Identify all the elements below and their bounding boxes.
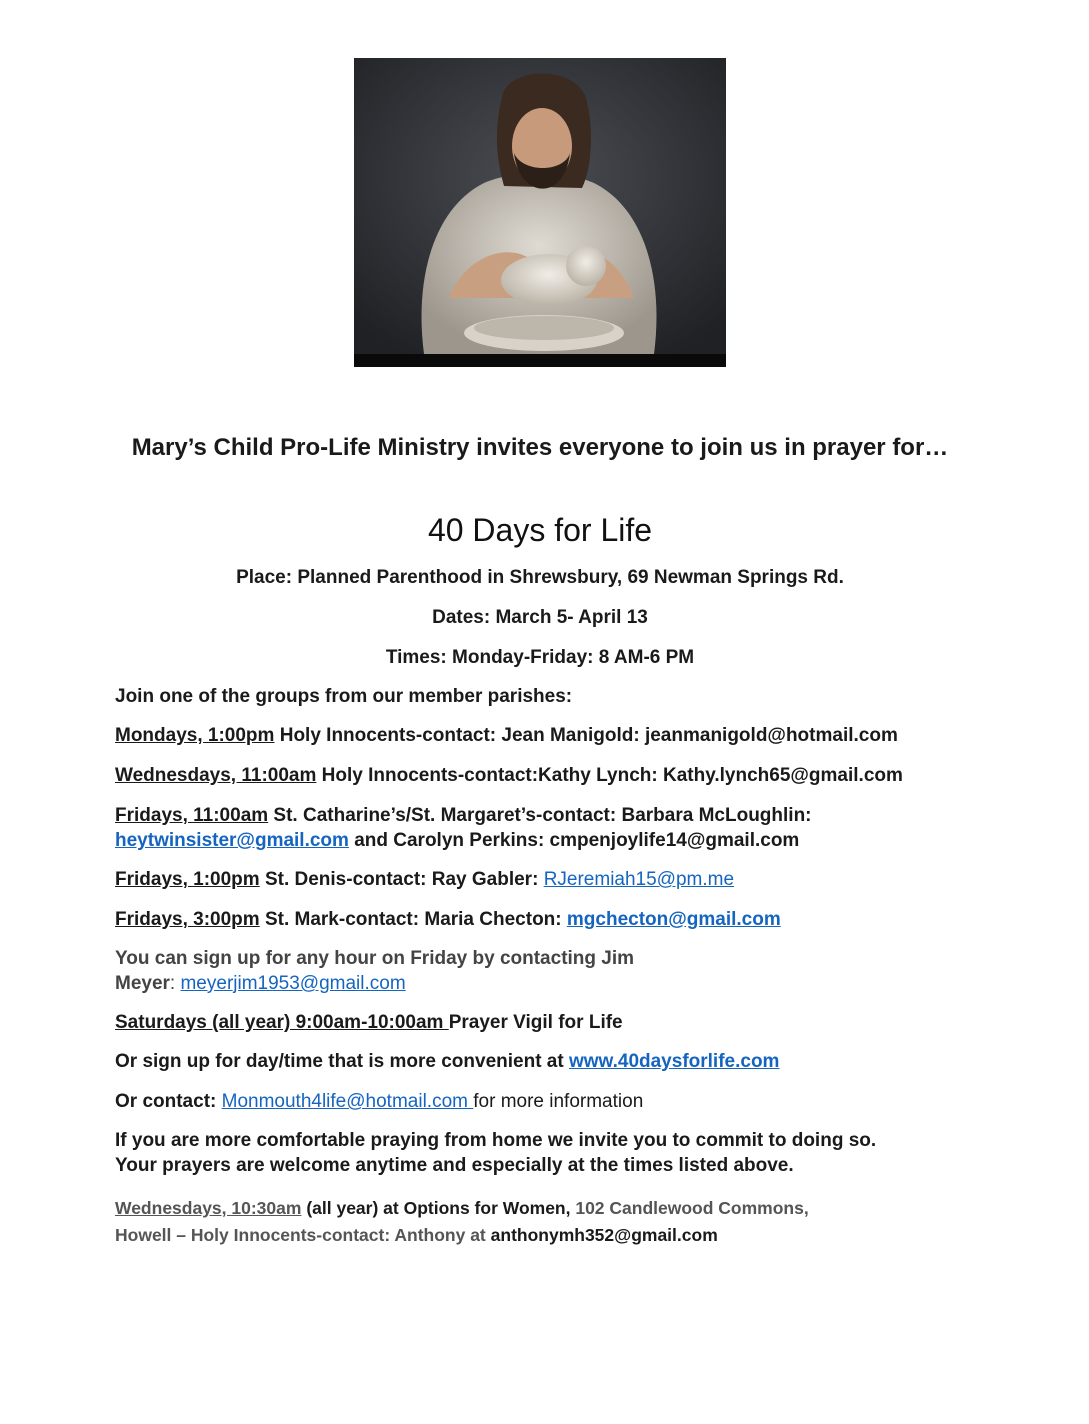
contact-suffix: for more information — [473, 1091, 644, 1112]
group-wednesday — [115, 763, 975, 788]
options-part3: Howell – Holy Innocents-contact: Anthony at — [115, 1225, 491, 1245]
groups-intro: Join one of the groups from our member parishes: — [115, 686, 573, 707]
group-friday-3 — [115, 907, 975, 932]
options-part2: 102 Candlewood Commons, — [575, 1198, 809, 1218]
saturday-time: Saturdays (all year) 9:00am-10:00am — [115, 1012, 449, 1033]
potter-shaping-baby-photo-icon — [354, 58, 726, 367]
group-friday-11-info2: and Carolyn Perkins: cmpenjoylife14@gmail.com — [348, 830, 800, 851]
headline: Mary’s Child Pro-Life Ministry invites everyone to join us in prayer for… — [131, 434, 949, 461]
group-monday — [115, 723, 975, 748]
saturday-info: Prayer Vigil for Life — [448, 1012, 623, 1033]
group-friday-1 — [115, 867, 975, 892]
anthony-email: anthonymh352@gmail.com — [490, 1225, 718, 1245]
40daysforlife-link[interactable]: www.40daysforlife.com — [568, 1051, 780, 1072]
event-title: 40 Days for Life — [427, 512, 653, 548]
friday-signup-line1: You can sign up for any hour on Friday by contacting Jim — [115, 948, 635, 969]
group-friday-1-time: Fridays, 1:00pm — [115, 869, 260, 890]
home-prayer-line2: Your prayers are welcome anytime and especially at the times listed above. — [115, 1155, 794, 1176]
options-line2 — [115, 1222, 975, 1249]
group-friday-3-time: Fridays, 3:00pm — [115, 909, 260, 930]
group-friday-1-info: St. Denis-contact: Ray Gabler: — [259, 869, 544, 890]
group-wednesday-info: Holy Innocents-contact:Kathy Lynch: Kathy.lynch65@gmail.com — [316, 765, 903, 786]
group-wednesday-time: Wednesdays, 11:00am — [115, 765, 317, 786]
place-line: Place: Planned Parenthood in Shrewsbury, 69 Newman Springs Rd. — [236, 567, 844, 588]
group-monday-time: Mondays, 1:00pm — [115, 725, 275, 746]
options-line1 — [115, 1195, 975, 1222]
group-friday-11 — [115, 803, 975, 828]
saturday-vigil — [115, 1010, 975, 1035]
group-friday-11-cont — [115, 828, 975, 853]
friday-signup-name: Meyer — [115, 973, 170, 994]
options-part1: (all year) at Options for Women, — [301, 1198, 576, 1218]
contact-line — [115, 1089, 975, 1114]
options-time: Wednesdays, 10:30am — [115, 1198, 302, 1218]
group-friday-11-info: St. Catharine’s/St. Margaret’s-contact: Barbara McLoughlin: — [268, 805, 812, 826]
times-line: Times: Monday-Friday: 8 AM-6 PM — [385, 647, 695, 668]
contact-label: Or contact: — [115, 1091, 222, 1112]
group-friday-3-info: St. Mark-contact: Maria Checton: — [259, 909, 567, 930]
group-monday-info: Holy Innocents-contact: Jean Manigold: jeanmanigold@hotmail.com — [274, 725, 898, 746]
friday-signup-colon: : — [169, 973, 181, 994]
dates-line: Dates: March 5- April 13 — [432, 607, 648, 628]
heytwinsister-email-link[interactable]: heytwinsister@gmail.com — [115, 830, 349, 851]
meyerjim-email-link[interactable]: meyerjim1953@gmail.com — [180, 973, 406, 994]
rjeremiah-email-link[interactable]: RJeremiah15@pm.me — [543, 869, 735, 890]
home-prayer-line1: If you are more comfortable praying from home we invite you to commit to doing so. — [115, 1130, 877, 1151]
friday-signup-line2 — [115, 971, 975, 996]
signup-web-line — [115, 1049, 975, 1074]
group-friday-11-time: Fridays, 11:00am — [115, 805, 269, 826]
monmouth4life-email-link[interactable]: Monmouth4life@hotmail.com — [221, 1091, 474, 1112]
signup-web-text: Or sign up for day/time that is more convenient at — [115, 1051, 569, 1072]
mgchecton-email-link[interactable]: mgchecton@gmail.com — [566, 909, 781, 930]
